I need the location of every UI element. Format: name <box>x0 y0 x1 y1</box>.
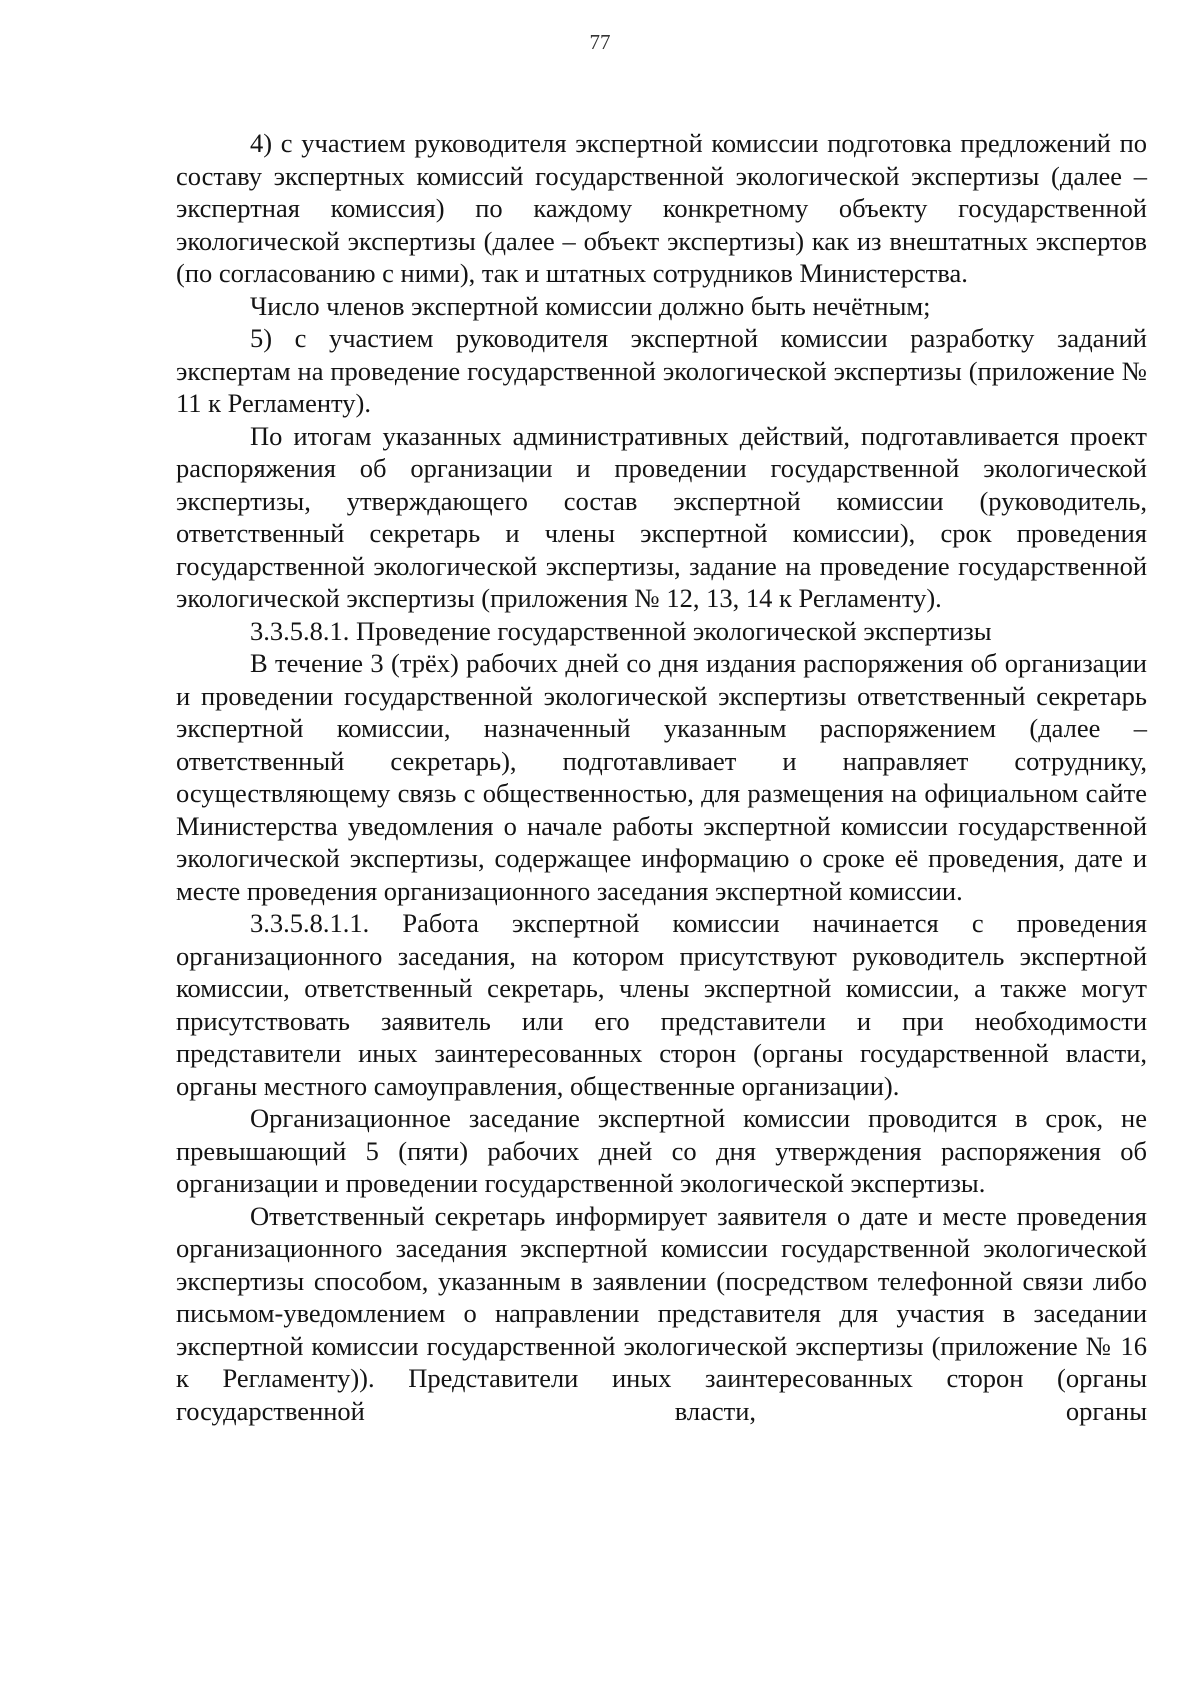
document-body <box>176 127 1147 1427</box>
paragraph-draft-order: По итогам указанных административных действий, подготавливается проект распоряжения об организации и проведении государственной экологической экспертизы, утверждающего состав экспертной комиссии (руководитель, ответственный секретарь и члены экспертной комиссии), срок проведения государственной экологической экспертизы, задание на проведение государственной экологической экспертизы (приложения № 12, 13, 14 к Регламенту). <box>176 420 1147 613</box>
paragraph-notification: В течение 3 (трёх) рабочих дней со дня издания распоряжения об организации и проведении государственной экологической экспертизы ответственный секретарь экспертной комиссии, назначенный указанным распоряжением (далее – ответственный секретарь), подготавливает и направляет сотруднику, осуществляющему связь с общественностью, для размещения на официальном сайте Министерства уведомления о начале работы экспертной комиссии государственной экологической экспертизы, содержащее информацию о сроке её проведения, дате и месте проведения организационного заседания экспертной комиссии. <box>176 648 1147 906</box>
paragraph-item-5: 5) с участием руководителя экспертной комиссии разработку заданий экспертам на проведение государственной экологической экспертизы (приложение № 11 к Регламенту). <box>176 323 1147 418</box>
paragraph-3-3-5-8-1-1: 3.3.5.8.1.1. Работа экспертной комиссии начинается с проведения организационного заседания, на котором присутствуют руководитель экспертной комиссии, ответственный секретарь, члены экспертной комиссии, а также могут присутствовать заявитель или его представители и при необходимости представители иных заинтересованных сторон (органы государственной власти, органы местного самоуправления, общественные организации). <box>176 908 1147 1101</box>
paragraph-meeting-term: Организационное заседание экспертной комиссии проводится в срок, не превышающий 5 (пяти) рабочих дней со дня утверждения распоряжения об организации и проведении государственной экологической экспертизы. <box>176 1103 1147 1198</box>
paragraph-item-4: 4) с участием руководителя экспертной комиссии подготовка предложений по составу экспертных комиссий государственной экологической экспертизы (далее – экспертная комиссия) по каждому конкретному объекту государственной экологической экспертизы (далее – объект экспертизы) как из внештатных экспертов (по согласованию с ними), так и штатных сотрудников Министерства. <box>176 128 1147 288</box>
page-number: 77 <box>589 30 611 54</box>
paragraph-odd-members: Число членов экспертной комиссии должно быть нечётным; <box>250 290 931 321</box>
paragraph-secretary-informs: Ответственный секретарь информирует заявителя о дате и месте проведения организационного заседания экспертной комиссии государственной экологической экспертизы способом, указанным в заявлении (посредством телефонной связи либо письмом-уведомлением о направлении представителя для участия в заседании экспертной комиссии государственной экологической экспертизы (приложение № 16 к Регламенту)). Представители иных заинтересованных сторон (органы государственной власти, органы <box>176 1200 1147 1426</box>
section-heading-3-3-5-8-1: 3.3.5.8.1. Проведение государственной экологической экспертизы <box>250 615 992 646</box>
